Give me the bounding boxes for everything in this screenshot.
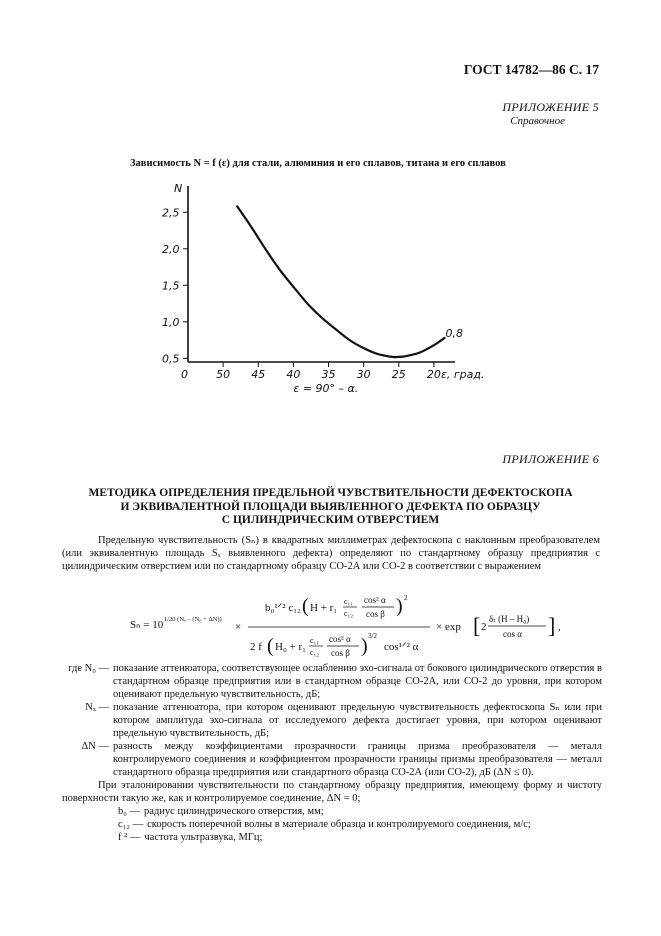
definition-term: где N₀ — <box>68 663 109 674</box>
formula-paren-open: ( <box>302 595 309 617</box>
chart-series-line <box>237 206 444 357</box>
chart-y-tick-label: 0,5 <box>162 352 180 366</box>
chart-x-tick-label: 20 <box>426 368 441 381</box>
chart-x-tick-label: 0 <box>181 368 188 381</box>
intro-paragraph: Предельную чувствительность (Sₙ) в квадратных миллиметрах дефектоскопа с наклонным преобразователем (или эквивалентную площадь Sₓ выявленного дефекта) определяют по стандартному образцу предприятия с цилиндрическим отверстием или по стандартному образцу СО-2А или СО-2 в соответствии с выражением <box>62 535 600 572</box>
formula-cos-half: cos¹ᐟ² α <box>384 641 419 653</box>
formula-bracket-close: ] <box>548 613 556 638</box>
formula-num-cos-top: cos² α <box>364 595 386 605</box>
definition-f <box>62 831 602 844</box>
appendix-6-label: ПРИЛОЖЕНИЕ 6 <box>502 452 599 466</box>
formula-num-cos-bottom: cos β <box>366 609 385 619</box>
formula-den-exp: 3/2 <box>368 632 377 640</box>
formula-den-cos-bottom: cos β <box>331 648 350 658</box>
chart-y-tick-label: 2,0 <box>162 242 180 256</box>
formula-num-c-top: c₁₁ <box>344 597 354 606</box>
title-line-3: С ЦИЛИНДРИЧЕСКИМ ОТВЕРСТИЕМ <box>221 514 440 526</box>
formula-num-square: 2 <box>404 594 408 602</box>
formula-times-exp: × exp <box>436 621 461 633</box>
formula-paren-close: ) <box>396 595 403 617</box>
formula-den-paren-close: ) <box>361 635 368 657</box>
formula-bracket-open: [ <box>473 613 481 638</box>
formula-den-lead: 2 f <box>250 641 262 653</box>
title-line-1: МЕТОДИКА ОПРЕДЕЛЕНИЯ ПРЕДЕЛЬНОЙ ЧУВСТВИТЕЛЬНОСТИ ДЕФЕКТОСКОПА <box>88 487 573 499</box>
definition-text: разность между коэффициентами прозрачности границы призма преобразователя — металл контролируемого соединения и коэффициентом прозрачности границы призмы преобразователя — металл стандартного образца предприятия или стандартного образца СО-2А (или СО-2), дБ (ΔN ≤ 0). <box>113 741 602 778</box>
definition-n0 <box>62 662 602 701</box>
chart-x-tick-label: 50 <box>216 368 231 381</box>
appendix-5-status: Справочное <box>510 115 565 127</box>
chart-series <box>237 206 444 357</box>
chart-x-tick-label: 35 <box>321 368 336 381</box>
definition-nx <box>62 701 602 740</box>
chart-y-tick-label: 1,5 <box>162 279 180 293</box>
chart-x-ticks <box>181 362 441 381</box>
definition-text: показание аттенюатора, при котором оценивают предельную чувствительность дефектоскопа Sₙ или при котором амплитуда эхо-сигнала от исследуемого дефекта достигает уровня, при котором оценивают предельную чувствительность, дБ; <box>113 702 602 739</box>
definition-text: показание аттенюатора, соответствующее ослаблению эхо-сигнала от бокового цилиндрического отверстия в стандартном образце предприятия или в стандартном образце СО-2А, или СО-2 до уровня, при котором оценивают предельную чувствительность, дБ; <box>113 663 602 700</box>
formula-num-lead: b₀¹ᐟ² c₁₂ <box>265 602 301 614</box>
formula-den-c-top: c₁₁ <box>310 636 320 645</box>
chart-x-tick-label: 30 <box>356 368 371 381</box>
formula-den-paren-open: ( <box>267 635 274 657</box>
formula-tail: , <box>558 621 561 633</box>
chart-x-tick-label: 25 <box>391 368 406 381</box>
definition-term: Nₓ — <box>85 702 109 713</box>
chart-axes <box>188 186 455 362</box>
formula-exp-lead: 2 <box>481 621 487 633</box>
formula-num-c-bottom: c₁₂ <box>344 609 354 618</box>
definitions <box>62 662 602 844</box>
formula-exp-bottom: cos α <box>503 629 522 639</box>
formula-times: × <box>235 621 242 633</box>
chart-y-ticks <box>162 206 188 365</box>
definition-c12 <box>62 818 602 831</box>
chart-x-caption: ε = 90° – α. <box>293 382 359 395</box>
appendix-5-label: ПРИЛОЖЕНИЕ 5 <box>502 100 599 114</box>
chart-y-tick-label: 1,0 <box>162 315 180 329</box>
chart-y-tick-label: 2,5 <box>162 206 180 220</box>
definition-text: частота ультразвука, МГц; <box>144 832 263 843</box>
calibration-paragraph: При эталонировании чувствительности по стандартному образцу предприятия, имеющему форму и чистоту поверхности такую же, как и контролируемое соединение, ΔN = 0; <box>62 780 602 804</box>
chart-end-label: 0,8 <box>445 326 463 340</box>
title-line-2: И ЭКВИВАЛЕНТНОЙ ПЛОЩАДИ ВЫЯВЛЕННОГО ДЕФЕКТА ПО ОБРАЗЦУ <box>120 500 541 513</box>
chart-x-tick-label: 40 <box>286 368 301 381</box>
definition-delta-n <box>62 740 602 779</box>
definition-term: f ² — <box>118 832 141 843</box>
formula-den-cos-top: cos² α <box>329 634 351 644</box>
definition-text: скорость поперечной волны в материале образца и контролируемого соединения, м/с; <box>147 819 531 830</box>
definition-term: c₁₂ — <box>118 819 144 830</box>
formula-den-c-bottom: c₁₂ <box>310 648 320 657</box>
formula-den-bracket: H₀ + r₁ <box>275 641 306 653</box>
chart-n-of-epsilon <box>150 180 485 395</box>
definition-term: ΔN — <box>81 741 109 752</box>
definition-text: радиус цилиндрического отверстия, мм; <box>144 806 324 817</box>
definition-b0 <box>62 805 602 818</box>
figure-title: Зависимость N = f (ε) для стали, алюминия и его сплавов, титана и его сплавов <box>130 158 506 169</box>
formula-exponent: 1/20 (Nₓ – (N₀ + ΔN)) <box>164 616 222 623</box>
page-header: ГОСТ 14782—86 С. 17 <box>463 62 599 77</box>
formula-exp-top: δₜ (H – H₀) <box>489 614 530 624</box>
formula-lhs: Sₙ = 10 <box>130 619 164 631</box>
definition-term: b₀ — <box>118 806 141 817</box>
chart-y-label: N <box>174 182 183 195</box>
sensitivity-formula <box>130 590 570 662</box>
formula-num-bracket: H + r₁ <box>310 602 338 614</box>
appendix-6-title <box>70 487 591 528</box>
chart-x-tick-label: 45 <box>251 368 266 381</box>
chart-x-label: ε, град. <box>440 368 485 381</box>
